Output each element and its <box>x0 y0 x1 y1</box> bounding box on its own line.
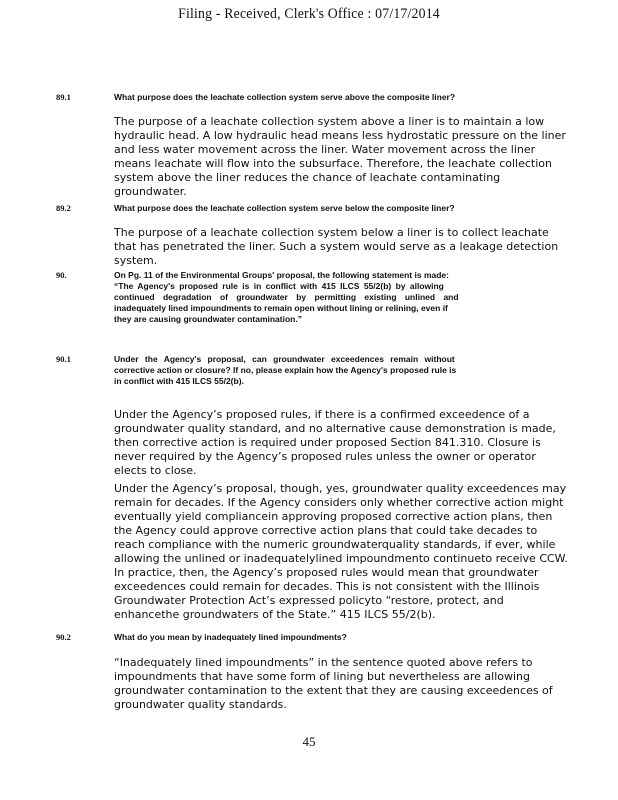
question-line: “The Agency's proposed rule is in conflict with 415 ILCS 55/2(b) by allowing <box>114 281 444 291</box>
question-line: inadequately lined impoundments to remain open without lining or relining, even if <box>114 303 448 313</box>
question-line: On Pg. 11 of the Environmental Groups' proposal, the following statement is made: <box>114 270 449 280</box>
answer-paragraph: Under the Agency’s proposal, though, yes, groundwater quality exceedences may remain for decades. If the Agency considers only whether corrective action might eventually yield compliancein approving proposed corrective action plans, then the Agency could approve corrective action plans that could take decades to reach compliance with the numeric groundwaterquality standards, if ever, while allowing the unlined or inadequatelylined impoundmento continueto receive CCW. In practice, then, the Agency’s proposed rules would mean that groundwater exceedences could remain for decades. This is not consistent with the Illinois Groundwater Protection Act’s expressed policyto “restore, protect, and enhancethe groundwaters of the State.” 415 ILCS 55/2(b). <box>114 482 568 621</box>
answer-paragraph: The purpose of a leachate collection system below a liner is to collect leachate that has penetrated the liner. Such a system would serve as a leakage detection system. <box>114 226 559 267</box>
question-line: they are causing groundwater contamination.” <box>114 314 302 324</box>
question-text: What do you mean by inadequately lined impoundments? <box>114 632 347 642</box>
question-number: 90.1 <box>56 354 71 364</box>
question-line: continued degradation of groundwater by permitting existing unlined and <box>114 292 459 302</box>
question-line: in conflict with 415 ILCS 55/2(b). <box>114 376 244 386</box>
question-number: 90. <box>56 270 67 280</box>
filing-header: Filing - Received, Clerk's Office : 07/17/2014 <box>178 6 440 22</box>
answer-paragraph: Under the Agency’s proposed rules, if there is a confirmed exceedence of a groundwater quality standard, and no alternative cause demonstration is made, then corrective action is required under proposed Section 841.310. Closure is never required by the Agency’s proposed rules unless the owner or operator elects to close. <box>114 408 556 477</box>
question-text: What purpose does the leachate collection system serve above the composite liner? <box>114 92 456 102</box>
answer-paragraph: “Inadequately lined impoundments” in the sentence quoted above refers to impoundments that have some form of lining but nevertheless are allowing groundwater contamination to the extent that they are causing exceedences of groundwater quality standards. <box>114 656 553 711</box>
question-number: 89.1 <box>56 92 71 102</box>
question-number: 90.2 <box>56 632 71 642</box>
question-number: 89.2 <box>56 203 71 213</box>
question-text: What purpose does the leachate collection system serve below the composite liner? <box>114 203 455 213</box>
question-line: corrective action or closure? If no, please explain how the Agency's proposed rule is <box>114 365 457 375</box>
question-line: Under the Agency's proposal, can groundwater exceedences remain without <box>114 354 455 364</box>
question-text <box>114 354 524 387</box>
answer-paragraph: The purpose of a leachate collection system above a liner is to maintain a low hydraulic head. A low hydraulic head means less hydrostatic pressure on the liner and less water movement across the liner. Water movement across the liner means leachate will flow into the subsurface. Therefore, the leachate collection system above the liner reduces the chance of leachate contaminating groundwater. <box>114 115 566 198</box>
page-number: 45 <box>302 734 316 749</box>
question-text <box>114 270 524 325</box>
